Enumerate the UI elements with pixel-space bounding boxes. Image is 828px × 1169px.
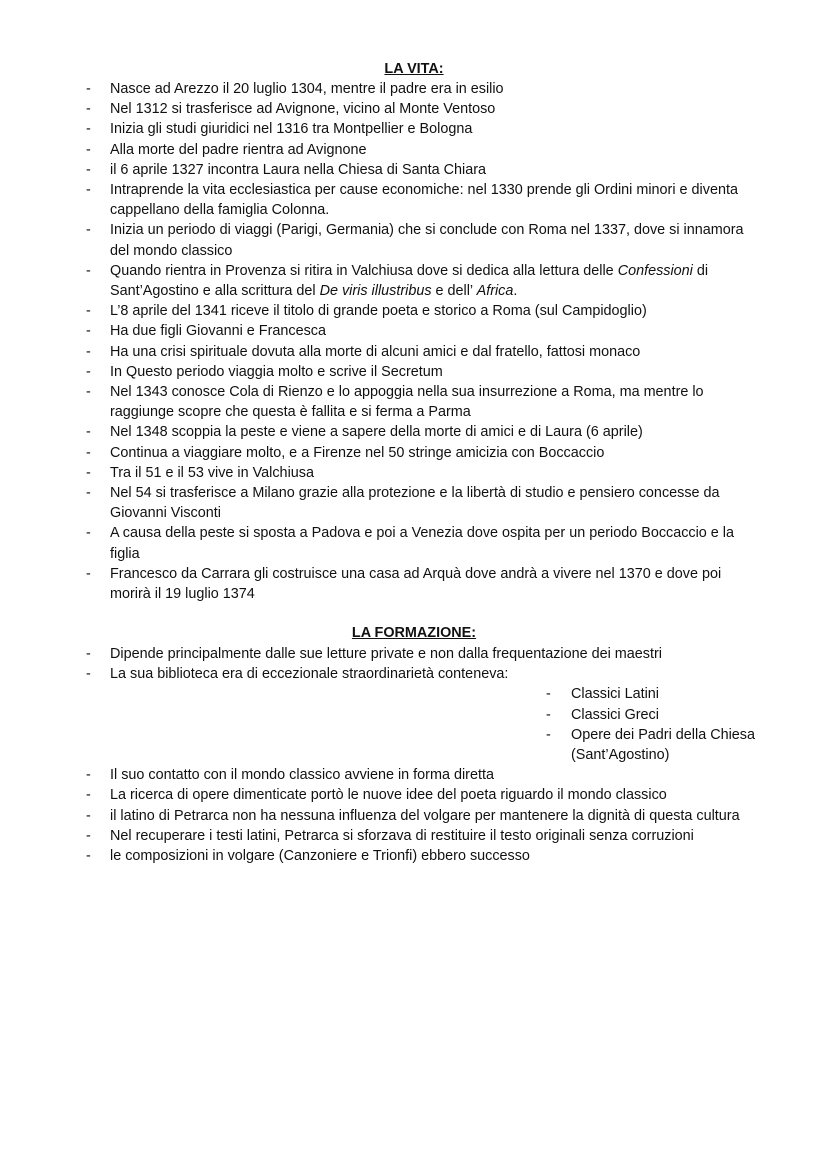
bullet-dash: - (86, 303, 91, 320)
bullet-dash: - (86, 787, 91, 804)
bullet-dash: - (86, 525, 91, 542)
list-item (0, 342, 765, 362)
list-item (0, 140, 765, 160)
item-text: Nel recuperare i testi latini, Petrarca si sforzava di restituire il testo originali senza corruzioni (110, 827, 694, 844)
item-text: e dell’ (431, 283, 477, 300)
sub-list-item (0, 705, 771, 725)
item-text: Nel 1312 si trasferisce ad Avignone, vicino al Monte Ventoso (110, 101, 496, 118)
list-item (0, 826, 765, 846)
item-text: Francesco da Carrara gli costruisce una casa ad Arquà dove andrà a vivere nel 1370 e dove poi morirà il 19 luglio 1374 (110, 565, 722, 603)
sub-list-item (0, 725, 771, 765)
list-item (0, 382, 765, 422)
italic-title-text: Africa (476, 283, 514, 300)
list-item (0, 483, 765, 523)
list-item (0, 564, 765, 604)
bullet-dash: - (86, 807, 91, 824)
bullet-dash: - (86, 666, 91, 683)
item-text: Inizia un periodo di viaggi (Parigi, Germania) che si conclude con Roma nel 1337, dove si innamora del mondo classico (110, 222, 744, 259)
bullet-dash: - (546, 726, 551, 743)
list-item (0, 644, 765, 664)
item-text: il 6 aprile 1327 incontra Laura nella Chiesa di Santa Chiara (110, 161, 486, 178)
bullet-dash: - (86, 343, 91, 360)
bullet-dash: - (86, 363, 91, 380)
bullet-dash: - (86, 222, 91, 239)
item-text: Tra il 51 e il 53 vive in Valchiusa (110, 464, 314, 481)
sub-list-item (0, 684, 771, 704)
list-item (0, 443, 765, 463)
item-text: di Sant’Agostino e alla scrittura del (110, 262, 709, 300)
item-text: le composizioni in volgare (Canzoniere e Trionfi) ebbero successo (110, 848, 530, 865)
bullet-dash: - (86, 141, 91, 158)
item-text: il latino di Petrarca non ha nessuna influenza del volgare per mantenere la dignità di questa cultura (110, 807, 740, 824)
bullet-dash: - (86, 485, 91, 502)
item-text: Alla morte del padre rientra ad Avignone (110, 141, 367, 158)
item-text: Il suo contatto con il mondo classico avviene in forma diretta (110, 767, 494, 784)
bullet-dash: - (86, 424, 91, 441)
list-item (0, 362, 765, 382)
list-item (0, 79, 765, 99)
item-text: La sua biblioteca era di eccezionale straordinarietà conteneva: (110, 666, 509, 683)
item-text: Nel 1343 conosce Cola di Rienzo e lo appoggia nella sua insurrezione a Roma, ma mentre lo raggiunge scopre che questa è fallita e si ferma a Parma (110, 384, 704, 421)
list-item (0, 422, 765, 442)
item-text: Nasce ad Arezzo il 20 luglio 1304, mentre il padre era in esilio (110, 81, 504, 97)
item-text: Classici Latini (571, 686, 659, 703)
item-text: Intraprende la vita ecclesiastica per cause economiche: nel 1330 prende gli Ordini minori e diventa cappellano della famiglia Colonna. (110, 182, 738, 219)
list-item (0, 846, 765, 866)
item-text: Continua a viaggiare molto, e a Firenze nel 50 stringe amicizia con Boccaccio (110, 444, 605, 461)
item-text: Classici Greci (571, 706, 659, 723)
section-title-la-vita: LA VITA: (384, 61, 444, 77)
italic-title-text: Confessioni (617, 262, 693, 279)
item-text: Nel 1348 scoppia la peste e viene a sapere della morte di amici e di Laura (6 aprile) (110, 424, 643, 441)
item-text: Inizia gli studi giuridici nel 1316 tra Montpellier e Bologna (110, 121, 473, 138)
bullet-dash: - (86, 444, 91, 461)
bullet-dash: - (86, 464, 91, 481)
bullet-dash: - (86, 323, 91, 340)
list-item (0, 119, 765, 139)
bullet-dash: - (86, 767, 91, 784)
bullet-dash: - (86, 384, 91, 401)
item-text: Quando rientra in Provenza si ritira in Valchiusa dove si dedica alla lettura delle (110, 262, 618, 279)
la-formazione-list (0, 644, 771, 866)
list-item (0, 765, 765, 785)
item-text: Ha una crisi spirituale dovuta alla morte di alcuni amici e dal fratello, fattosi monaco (110, 343, 641, 360)
list-item (0, 180, 765, 220)
list-item (0, 664, 765, 684)
bullet-dash: - (86, 646, 91, 662)
la-vita-list (0, 79, 765, 604)
bullet-dash: - (86, 161, 91, 178)
bullet-dash: - (546, 706, 551, 723)
bullet-dash: - (86, 182, 91, 199)
bullet-dash: - (86, 848, 91, 865)
bullet-dash: - (86, 121, 91, 138)
item-text: A causa della peste si sposta a Padova e poi a Venezia dove ospita per un periodo Boccaccio e la figlia (110, 525, 735, 562)
item-text: Ha due figli Giovanni e Francesca (110, 323, 326, 340)
bullet-dash: - (86, 565, 91, 582)
list-item (0, 99, 765, 119)
list-item (0, 301, 765, 321)
list-item (0, 160, 765, 180)
list-item (0, 806, 765, 826)
item-text: L’8 aprile del 1341 riceve il titolo di grande poeta e storico a Roma (sul Campidoglio) (110, 303, 647, 320)
list-item (0, 321, 765, 341)
bullet-dash: - (86, 101, 91, 118)
list-item (0, 261, 765, 301)
item-text: . (513, 283, 518, 300)
item-text: In Questo periodo viaggia molto e scrive il Secretum (110, 363, 443, 380)
bullet-dash: - (86, 827, 91, 844)
bullet-dash: - (86, 262, 91, 279)
bullet-dash: - (546, 686, 551, 703)
item-text: Opere dei Padri della Chiesa (Sant’Agostino) (571, 726, 755, 764)
list-item (0, 523, 765, 563)
item-text: Nel 54 si trasferisce a Milano grazie alla protezione e la libertà di studio e pensiero concesse da Giovanni Visconti (110, 485, 720, 522)
item-text: La ricerca di opere dimenticate portò le nuove idee del poeta riguardo il mondo classico (110, 787, 667, 804)
bullet-dash: - (86, 81, 91, 97)
list-item (0, 463, 765, 483)
section-title-la-formazione: LA FORMAZIONE: (351, 625, 477, 641)
item-text: Dipende principalmente dalle sue letture private e non dalla frequentazione dei maestri (110, 646, 662, 662)
list-item (0, 220, 765, 260)
list-item (0, 785, 765, 805)
italic-title-text: De viris illustribus (319, 283, 432, 300)
